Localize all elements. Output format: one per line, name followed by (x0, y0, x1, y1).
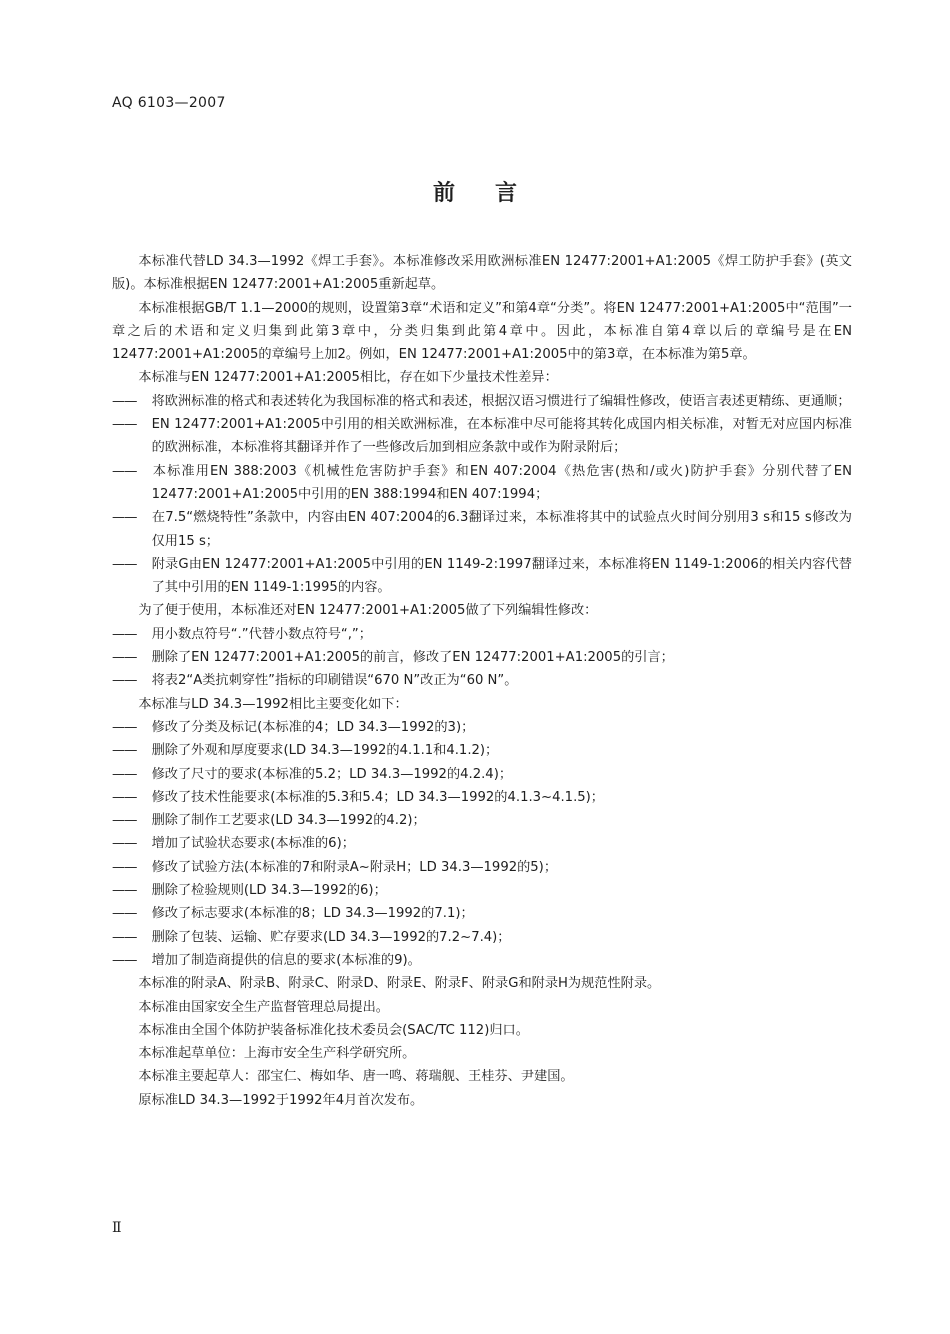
dash-list-item (112, 646, 852, 669)
dash-marker: —— (112, 952, 137, 968)
paragraph: 本标准根据GB/T 1.1—2000的规则，设置第3章“术语和定义”和第4章“分类”。将EN 12477:2001+A1:2005中“范围”一章之后的术语和定义归集到此第3章中，分类归集到此第4章中。因此，本标准自第4章以后的章编号是在EN 12477:2001+A1:2005的章编号上加2。例如，EN 12477:2001+A1:2005中的第3章，在本标准为第5章。 (112, 300, 852, 363)
dash-list-item-text: 删除了外观和厚度要求(LD 34.3—1992的4.1.1和4.1.2)； (151, 743, 499, 759)
dash-list-item (112, 809, 852, 832)
dash-list-item (112, 413, 852, 460)
paragraph: 本标准由全国个体防护装备标准化技术委员会(SAC/TC 112)归口。 (138, 1022, 529, 1038)
paragraph: 本标准主要起草人：邵宝仁、梅如华、唐一鸣、蒋瑞舰、王桂芬、尹建国。 (138, 1069, 574, 1085)
dash-list-item (112, 460, 852, 507)
dash-list-item-text: 删除了EN 12477:2001+A1:2005的前言，修改了EN 12477:2001+A1:2005的引言； (151, 650, 674, 666)
dash-marker: —— (112, 463, 137, 479)
dash-list-item-text: 删除了制作工艺要求(LD 34.3—1992的4.2)； (151, 813, 426, 829)
dash-marker: —— (112, 719, 137, 735)
dash-list-item (112, 716, 852, 739)
dash-marker: —— (112, 789, 137, 805)
dash-marker: —— (112, 556, 137, 572)
dash-list-item (112, 879, 852, 902)
dash-marker: —— (112, 743, 137, 759)
dash-list-item (112, 669, 852, 692)
dash-list-item (112, 832, 852, 855)
dash-list-item (112, 856, 852, 879)
dash-list-item-text: EN 12477:2001+A1:2005中引用的相关欧洲标准，在本标准中尽可能将其转化成国内相关标准，对暂无对应国内标准的欧洲标准，本标准将其翻译并作了一些修改后加到相应条款中或作为附录附后； (151, 417, 852, 456)
dash-list-item-text: 修改了试验方法(本标准的7和附录A~附录H；LD 34.3—1992的5)； (151, 859, 558, 875)
page-number: Ⅱ (112, 1220, 122, 1236)
dash-marker: —— (112, 813, 137, 829)
paragraph: 本标准与EN 12477:2001+A1:2005相比，存在如下少量技术性差异： (138, 370, 558, 386)
paragraph: 原标准LD 34.3—1992于1992年4月首次发布。 (138, 1092, 424, 1108)
page-title: 前言 (432, 181, 557, 206)
dash-list-item (112, 763, 852, 786)
dash-list-item-text: 删除了包装、运输、贮存要求(LD 34.3—1992的7.2~7.4)； (151, 929, 511, 945)
dash-list-item-text: 修改了技术性能要求(本标准的5.3和5.4；LD 34.3—1992的4.1.3~4.1.5)； (151, 789, 604, 805)
dash-list-item (112, 902, 852, 925)
dash-marker: —— (112, 673, 137, 689)
dash-list-item (112, 949, 852, 972)
dash-list-item-text: 增加了制造商提供的信息的要求(本标准的9)。 (151, 952, 421, 968)
paragraph: 本标准起草单位：上海市安全生产科学研究所。 (138, 1046, 416, 1062)
standard-code: AQ 6103—2007 (112, 95, 226, 111)
dash-list-item-text: 附录G由EN 12477:2001+A1:2005中引用的EN 1149-2:1997翻译过来，本标准将EN 1149-1:2006的相关内容代替了其中引用的EN 1149-1:1995的内容。 (151, 556, 852, 596)
dash-list-item (112, 623, 852, 646)
dash-marker: —— (112, 883, 137, 899)
foreword-body (112, 250, 852, 1112)
dash-list-item-text: 修改了尺寸的要求(本标准的5.2；LD 34.3—1992的4.2.4)； (151, 766, 513, 782)
dash-marker: —— (112, 626, 137, 642)
dash-marker: —— (112, 766, 137, 782)
paragraph: 本标准的附录A、附录B、附录C、附录D、附录E、附录F、附录G和附录H为规范性附录。 (138, 976, 661, 992)
dash-list-item-text: 增加了试验状态要求(本标准的6)； (151, 836, 355, 852)
dash-marker: —— (112, 510, 137, 526)
dash-marker: —— (112, 859, 137, 875)
paragraph: 本标准由国家安全生产监督管理总局提出。 (138, 999, 389, 1015)
dash-marker: —— (112, 929, 137, 945)
paragraph: 本标准与LD 34.3—1992相比主要变化如下： (138, 696, 408, 712)
dash-list-item (112, 390, 852, 413)
dash-list-item (112, 739, 852, 762)
paragraph: 本标准代替LD 34.3—1992《焊工手套》。本标准修改采用欧洲标准EN 12477:2001+A1:2005《焊工防护手套》(英文版)。本标准根据EN 12477:2001+A1:2005重新起草。 (112, 254, 852, 293)
dash-list-item-text: 修改了分类及标记(本标准的4；LD 34.3—1992的3)； (151, 719, 475, 735)
dash-list-item-text: 删除了检验规则(LD 34.3—1992的6)； (151, 883, 387, 899)
dash-list-item (112, 926, 852, 949)
dash-list-item (112, 506, 852, 553)
dash-marker: —— (112, 906, 137, 922)
paragraph: 为了便于使用，本标准还对EN 12477:2001+A1:2005做了下列编辑性修改： (138, 603, 598, 619)
dash-list-item-text: 在7.5“燃烧特性”条款中，内容由EN 407:2004的6.3翻译过来，本标准将其中的试验点火时间分别用3 s和15 s修改为仅用15 s； (151, 510, 852, 549)
dash-marker: —— (112, 393, 137, 409)
dash-list-item (112, 553, 852, 600)
dash-list-item-text: 修改了标志要求(本标准的8；LD 34.3—1992的7.1)； (151, 906, 474, 922)
dash-list-item (112, 786, 852, 809)
dash-list-item-text: 本标准用EN 388:2003《机械性危害防护手套》和EN 407:2004《热危害(热和/或火)防护手套》分别代替了EN 12477:2001+A1:2005中引用的EN 388:1994和EN 407:1994； (151, 463, 852, 502)
dash-marker: —— (112, 417, 137, 433)
dash-marker: —— (112, 650, 137, 666)
dash-list-item-text: 将欧洲标准的格式和表述转化为我国标准的格式和表述，根据汉语习惯进行了编辑性修改，使语言表述更精练、更通顺； (151, 393, 851, 409)
dash-list-item-text: 用小数点符号“.”代替小数点符号“,”； (151, 626, 372, 642)
dash-marker: —— (112, 836, 137, 852)
dash-list-item-text: 将表2“A类抗刺穿性”指标的印刷错误“670 N”改正为“60 N”。 (151, 673, 518, 689)
